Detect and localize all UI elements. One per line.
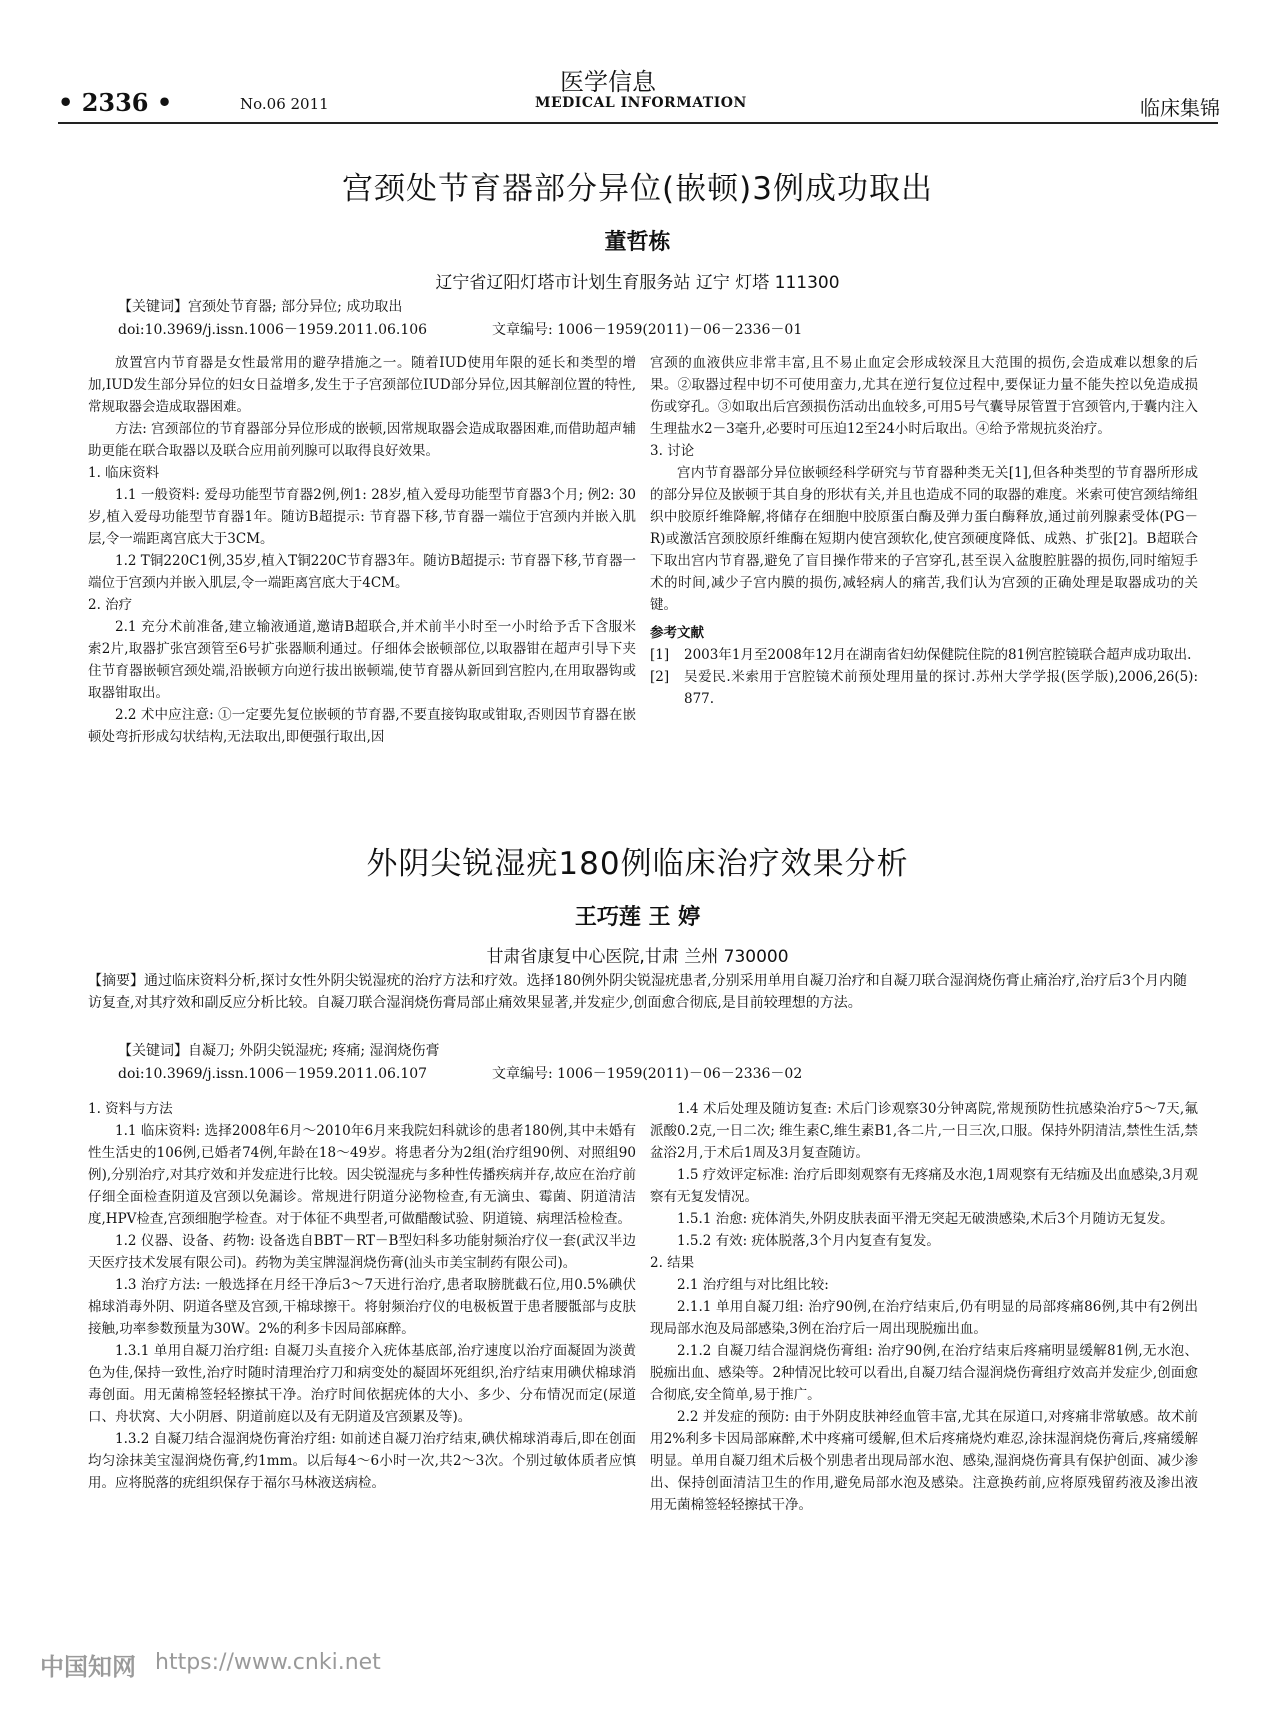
reference-number: [1] bbox=[650, 647, 670, 663]
paragraph: 1.2 T铜220C1例,35岁,植入T铜220C节育器3年。随访B超提示: 节育器下移,节育器一端位于宫颈内并嵌入肌层,令一端距离宫底大于4CM。 bbox=[88, 553, 636, 591]
article1-doi: doi:10.3969/j.issn.1006－1959.2011.06.106 bbox=[118, 322, 428, 338]
paragraph: 2.1.2 自凝刀结合湿润烧伤膏组: 治疗90例,在治疗结束后疼痛明显缓解81例,无水泡、脱痂出血、感染等。2种情况比较可以看出,自凝刀结合湿润烧伤膏组疗效高并发症少,创面愈合彻底,安全简单,易于推广。 bbox=[650, 1343, 1198, 1403]
cnki-url[interactable]: https://www.cnki.net bbox=[155, 1650, 381, 1675]
article2-abstract: 【摘要】通过临床资料分析,探讨女性外阴尖锐湿疣的治疗方法和疗效。选择180例外阴尖锐湿疣患者,分别采用单用自凝刀治疗和自凝刀联合湿润烧伤膏止痛治疗,治疗后3个月内随访复查,对其疗效和副反应分析比较。自凝刀联合湿润烧伤膏局部止痛效果显著,并发症少,创面愈合彻底,是目前较理想的方法。 bbox=[88, 973, 1187, 1011]
article2-left-column bbox=[88, 1098, 636, 1494]
issue-label: No.06 2011 bbox=[240, 95, 329, 113]
section-heading: 1. 临床资料 bbox=[88, 465, 160, 481]
article2-affiliation: 甘肃省康复中心医院,甘肃 兰州 730000 bbox=[486, 947, 789, 967]
paragraph: 1.2 仪器、设备、药物: 设备选自BBT－RT－B型妇科多功能射频治疗仪一套(武汉半边天医疗技术发展有限公司)。药物为美宝牌湿润烧伤膏(汕头市美宝制药有限公司)。 bbox=[88, 1233, 636, 1271]
paragraph: 1.3.2 自凝刀结合湿润烧伤膏治疗组: 如前述自凝刀治疗结束,碘伏棉球消毒后,即在创面均匀涂抹美宝湿润烧伤膏,约1mm。以后每4～6小时一次,共2～3次。个别过敏体质者应慎用。应将脱落的疣组织保存于福尔马林液送病检。 bbox=[88, 1431, 636, 1491]
paragraph: 1.3 治疗方法: 一般选择在月经干净后3～7天进行治疗,患者取膀胱截石位,用0.5%碘伏棉球消毒外阴、阴道各壁及宫颈,干棉球擦干。将射频治疗仪的电极板置于患者腰骶部与皮肤接触,功率参数预量为30W。2%的利多卡因局部麻醉。 bbox=[88, 1277, 636, 1337]
reference-text: 2003年1月至2008年12月在湖南省妇幼保健院住院的81例宫腔镜联合超声成功取出. bbox=[684, 647, 1192, 663]
journal-title: 医学信息 bbox=[560, 68, 656, 96]
journal-title-en: MEDICAL INFORMATION bbox=[535, 95, 747, 111]
header-rule bbox=[58, 122, 1218, 124]
paragraph: 1.4 术后处理及随访复查: 术后门诊观察30分钟离院,常规预防性抗感染治疗5～7天,氟派酸0.2克,一日二次; 维生素C,维生素B1,各二片,一日三次,口服。保持外阴清洁,禁性生活,禁盆浴2月,于术后1周及3月复查随访。 bbox=[650, 1101, 1198, 1161]
reference-item bbox=[650, 644, 1198, 666]
section-heading: 3. 讨论 bbox=[650, 443, 695, 459]
article2-authors: 王巧莲 王 婷 bbox=[574, 905, 701, 930]
page-number: • 2336 • bbox=[58, 88, 173, 117]
section-heading: 2. 治疗 bbox=[88, 597, 133, 613]
paragraph: 宫内节育器部分异位嵌顿经科学研究与节育器种类无关[1],但各种类型的节育器所形成的部分异位及嵌顿于其自身的形状有关,并且也造成不同的取器的难度。米索可使宫颈结缔组织中胶原纤维降解,将储存在细胞中胶原蛋白酶及弹力蛋白酶释放,通过前列腺素受体(PG－R)或激活宫颈胶原纤维酶在短期内使宫颈软化,使宫颈硬度降低、成熟、扩张[2]。B超联合下取出宫内节育器,避免了盲目操作带来的子宫穿孔,甚至误入盆腹腔脏器的损伤,同时缩短手术的时间,减少子宫内膜的损伤,减轻病人的痛苦,我们认为宫颈的正确处理是取器成功的关键。 bbox=[650, 465, 1198, 613]
paragraph: 2.2 术中应注意: ①一定要先复位嵌顿的节育器,不要直接钩取或钳取,否则因节育器在嵌顿处弯折形成勾状结构,无法取出,即便强行取出,因 bbox=[88, 707, 636, 745]
reference-number: [2] bbox=[650, 669, 670, 685]
cnki-logo: 中国知网 bbox=[40, 1653, 136, 1681]
reference-text: 吴爱民.米索用于宫腔镜术前预处理用量的探讨.苏州大学学报(医学版),2006,26(5): 877. bbox=[684, 669, 1198, 707]
references-heading: 参考文献 bbox=[650, 625, 704, 641]
article1-article-no: 文章编号: 1006－1959(2011)－06－2336－01 bbox=[492, 322, 803, 338]
article2-keywords: 【关键词】自凝刀; 外阴尖锐湿疣; 疼痛; 湿润烧伤膏 bbox=[118, 1043, 440, 1059]
article1-right-column bbox=[650, 352, 1198, 710]
paragraph: 1.1 临床资料: 选择2008年6月～2010年6月来我院妇科就诊的患者180例,其中未婚有性生活史的106例,已婚者74例,年龄在18～49岁。将患者分为2组(治疗组90例、对照组90例),分别治疗,对其疗效和并发症进行比较。因尖锐湿疣与多种性传播疾病并存,故应在治疗前仔细全面检查阴道及宫颈以免漏诊。常规进行阴道分泌物检查,有无滴虫、霉菌、阴道清洁度,HPV检查,宫颈细胞学检查。对于体征不典型者,可做醋酸试验、阴道镜、病理活检检查。 bbox=[88, 1123, 636, 1227]
section-heading: 2. 结果 bbox=[650, 1255, 695, 1271]
article2-title: 外阴尖锐湿疣180例临床治疗效果分析 bbox=[366, 846, 909, 882]
paragraph: 2.1.1 单用自凝刀组: 治疗90例,在治疗结束后,仍有明显的局部疼痛86例,其中有2例出现局部水泡及局部感染,3例在治疗后一周出现脱痂出血。 bbox=[650, 1299, 1198, 1337]
reference-item bbox=[650, 666, 1198, 710]
paragraph: 1.5.2 有效: 疣体脱落,3个月内复查有复发。 bbox=[677, 1233, 940, 1249]
paragraph: 放置宫内节育器是女性最常用的避孕措施之一。随着IUD使用年限的延长和类型的增加,IUD发生部分异位的妇女日益增多,发生于子宫颈部位IUD部分异位,因其解剖位置的特性,常规取器会造成取器困难。 bbox=[88, 355, 636, 415]
article1-authors: 董哲栋 bbox=[604, 230, 671, 255]
paragraph: 方法: 宫颈部位的节育器部分异位形成的嵌顿,因常规取器会造成取器困难,而借助超声辅助更能在联合取器以及联合应用前列腺可以取得良好效果。 bbox=[88, 421, 636, 459]
paragraph: 2.1 治疗组与对比组比较: bbox=[677, 1277, 829, 1293]
article1-left-column bbox=[88, 352, 636, 748]
article1-affiliation: 辽宁省辽阳灯塔市计划生育服务站 辽宁 灯塔 111300 bbox=[435, 273, 840, 293]
article2-right-column bbox=[650, 1098, 1198, 1516]
section-label: 临床集锦 bbox=[1140, 96, 1220, 120]
article2-article-no: 文章编号: 1006－1959(2011)－06－2336－02 bbox=[492, 1066, 803, 1082]
paragraph: 1.5 疗效评定标准: 治疗后即刻观察有无疼痛及水泡,1周观察有无结痂及出血感染,3月观察有无复发情况。 bbox=[650, 1167, 1198, 1205]
article1-title: 宫颈处节育器部分异位(嵌顿)3例成功取出 bbox=[342, 171, 933, 207]
section-heading: 1. 资料与方法 bbox=[88, 1101, 173, 1117]
article2-doi: doi:10.3969/j.issn.1006－1959.2011.06.107 bbox=[118, 1066, 428, 1082]
paragraph: 1.5.1 治愈: 疣体消失,外阴皮肤表面平滑无突起无破溃感染,术后3个月随访无复发。 bbox=[677, 1211, 1174, 1227]
article1-keywords: 【关键词】宫颈处节育器; 部分异位; 成功取出 bbox=[118, 299, 403, 315]
paragraph: 2.2 并发症的预防: 由于外阴皮肤神经血管丰富,尤其在尿道口,对疼痛非常敏感。故术前用2%利多卡因局部麻醉,术中疼痛可缓解,但术后疼痛烧灼难忍,涂抹湿润烧伤膏后,疼痛缓解明显。单用自凝刀组术后极个别患者出现局部水泡、感染,湿润烧伤膏具有保护创面、减少渗出、保持创面清洁卫生的作用,避免局部水泡及感染。注意换药前,应将原残留药液及渗出液用无菌棉签轻轻擦拭干净。 bbox=[650, 1409, 1198, 1513]
paragraph: 2.1 充分术前准备,建立输液通道,邀请B超联合,并术前半小时至一小时给予舌下含服米索2片,取器扩张宫颈管至6号扩张器顺利通过。仔细体会嵌顿部位,以取器钳在超声引导下夹住节育器嵌顿宫颈处端,沿嵌顿方向逆行拔出嵌顿端,使节育器从新回到宫腔内,在用取器钩或取器钳取出。 bbox=[88, 619, 636, 701]
paragraph: 1.1 一般资料: 爱母功能型节育器2例,例1: 28岁,植入爱母功能型节育器3个月; 例2: 30岁,植入爱母功能型节育器1年。随访B超提示: 节育器下移,节育器一端位于宫颈内并嵌入肌层,令一端距离宫底大于3CM。 bbox=[88, 487, 636, 547]
paragraph: 宫颈的血液供应非常丰富,且不易止血定会形成较深且大范围的损伤,会造成难以想象的后果。②取器过程中切不可使用蛮力,尤其在逆行复位过程中,要保证力量不能失控以免造成损伤或穿孔。③如取出后宫颈损伤活动出血较多,可用5号气囊导尿管置于宫颈管内,于囊内注入生理盐水2－3毫升,必要时可压迫12至24小时后取出。④给予常规抗炎治疗。 bbox=[650, 355, 1198, 437]
paragraph: 1.3.1 单用自凝刀治疗组: 自凝刀头直接介入疣体基底部,治疗速度以治疗面凝固为淡黄色为佳,保持一致性,治疗时随时清理治疗刀和病变处的凝固坏死组织,治疗结束用碘伏棉球消毒创面。用无菌棉签轻轻擦拭干净。治疗时间依据疣体的大小、多少、分布情况而定(尿道口、舟状窝、大小阴唇、阴道前庭以及有无阴道及宫颈累及等)。 bbox=[88, 1343, 637, 1425]
